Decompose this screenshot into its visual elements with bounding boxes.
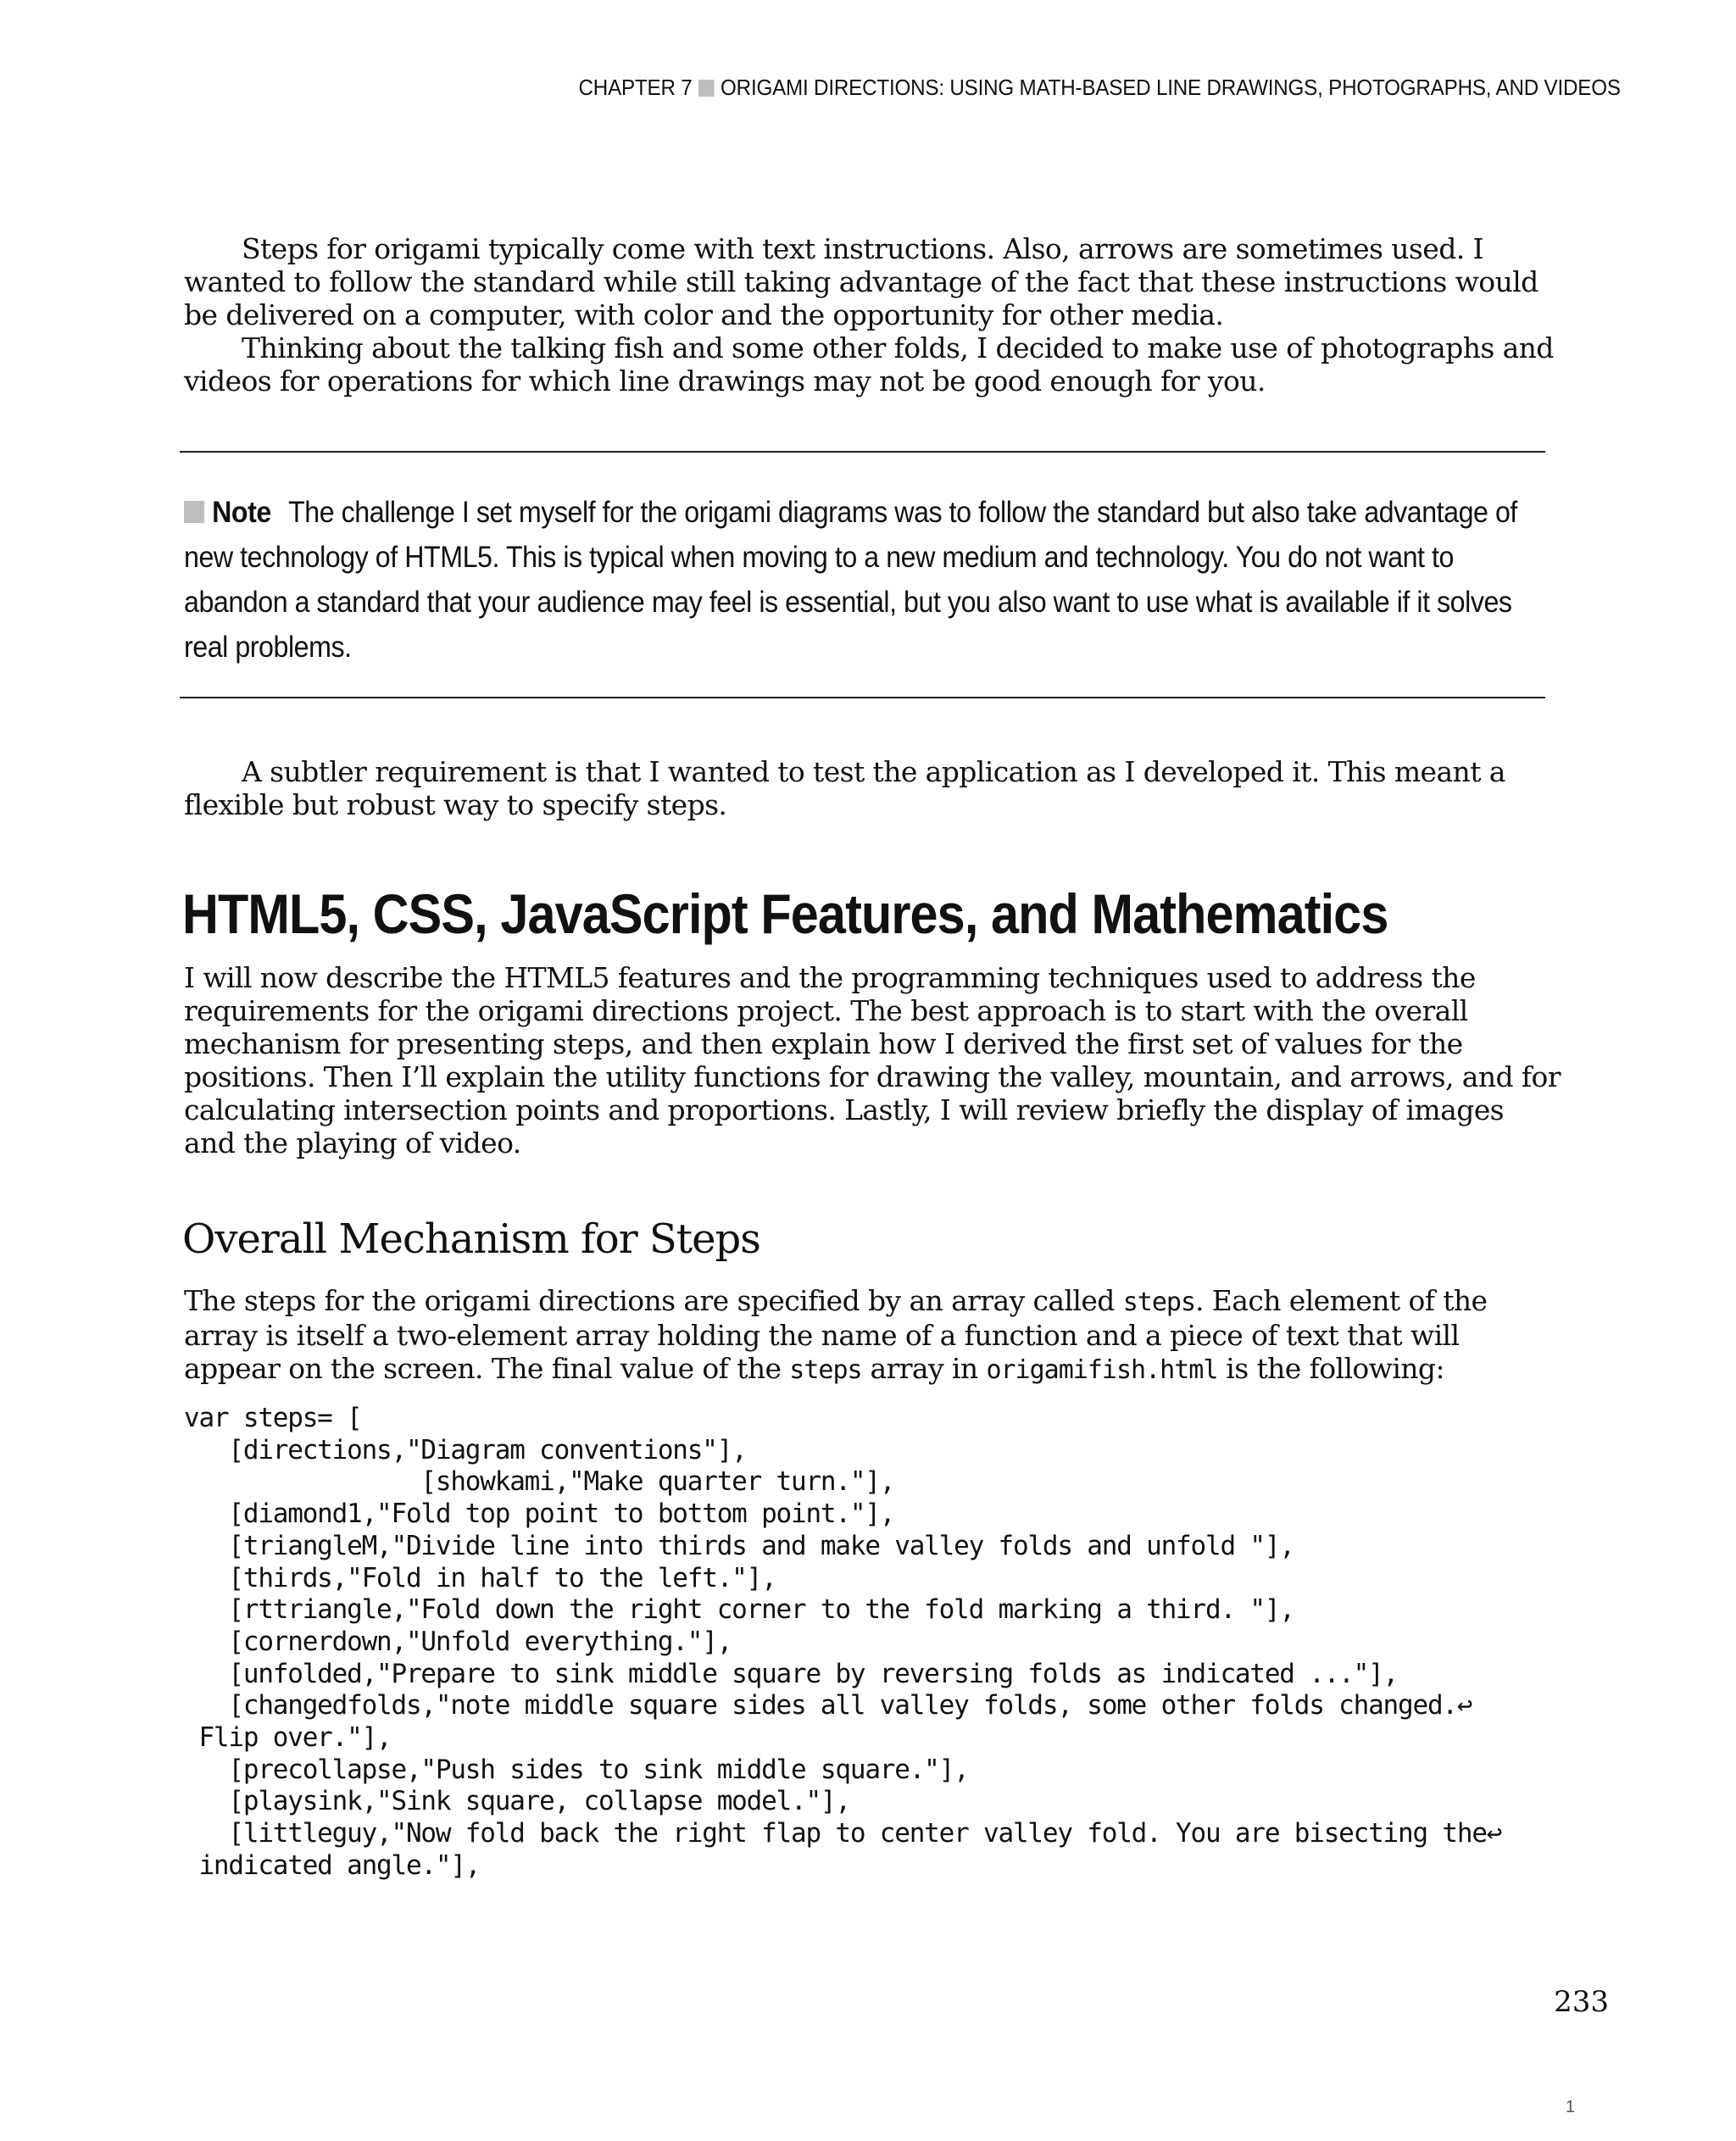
code-line: [triangleM,"Divide line into thirds and make valley folds and unfold "], (184, 1530, 1294, 1561)
subsection-heading: Overall Mechanism for Steps (182, 1215, 760, 1263)
subsection-text-1: The steps for the origami directions are specified by an array called (184, 1284, 1123, 1317)
code-line: [precollapse,"Push sides to sink middle square."], (184, 1754, 969, 1785)
chapter-label: CHAPTER 7 (578, 75, 693, 100)
intro-paragraph-1: Steps for origami typically come with text instructions. Also, arrows are sometimes used. I wanted to follow the standard while still taking advantage of the fact that these instructions would be delivered on a computer, with color and the opportunity for other media. (184, 232, 1538, 331)
section-heading: HTML5, CSS, JavaScript Features, and Mathematics (182, 882, 1388, 945)
code-line: [playsink,"Sink square, collapse model."], (184, 1786, 850, 1817)
note-text: The challenge I set myself for the origami diagrams was to follow the standard but also take advantage of new technology of HTML5. This is typical when moving to a new medium and technology. You do not want to abandon a standard that your audience may feel is essential, but you also want to use what is available if it solves real problems. (184, 496, 1517, 664)
note-bottom-rule (180, 697, 1545, 698)
inline-code-filename: origamifish.html (986, 1355, 1218, 1385)
subsection-text-4: is the following: (1217, 1352, 1444, 1385)
note-top-rule (180, 451, 1545, 453)
subsection-body (184, 1284, 1561, 1387)
code-listing (184, 1403, 1501, 1882)
subsection-text-2: . Each element of the array is itself a two-element array holding the name of a function and a piece of text that will appear on the screen. The final value of the (184, 1284, 1488, 1385)
inline-code-steps-2: steps (789, 1355, 862, 1385)
note-marker-square (184, 501, 204, 523)
code-line: Flip over."], (184, 1722, 392, 1754)
code-line: var steps= [ (184, 1403, 362, 1433)
code-line: [rttriangle,"Fold down the right corner to the fold marking a third. "], (184, 1594, 1294, 1626)
subsection-text-3: array in (861, 1352, 987, 1385)
code-line: [cornerdown,"Unfold everything."], (184, 1626, 732, 1657)
footer-number: 1 (1565, 2098, 1575, 2116)
inline-code-steps: steps (1122, 1287, 1196, 1317)
header-separator-square (698, 80, 715, 97)
note-label: Note (212, 496, 271, 529)
after-note-paragraph: A subtler requirement is that I wanted to test the application as I developed it. This meant a flexible but robust way to specify steps. (184, 755, 1505, 821)
after-note-paragraph-wrap (184, 755, 1561, 821)
page-number: 233 (1554, 1985, 1609, 2019)
code-line: [diamond1,"Fold top point to bottom point."], (184, 1499, 895, 1530)
code-line: [thirds,"Fold in half to the left."], (184, 1562, 776, 1593)
intro-paragraphs (184, 232, 1561, 398)
intro-paragraph-2: Thinking about the talking fish and some other folds, I decided to make use of photographs and videos for operations for which line drawings may not be good enough for you. (184, 331, 1554, 398)
code-line: [changedfolds,"note middle square sides all valley folds, some other folds changed.↩ (184, 1690, 1472, 1721)
code-line: [showkami,"Make quarter turn."], (184, 1466, 895, 1498)
running-header (579, 75, 1621, 101)
section-body: I will now describe the HTML5 features and the programming techniques used to address the requirements for the origami directions project. The best approach is to start with the overall mechanism for presenting steps, and then explain how I derived the first set of values for the positions. Then I’ll explain the utility functions for drawing the valley, mountain, and arrows, and for calculating intersection points and proportions. Lastly, I will review briefly the display of images and the playing of video. (184, 961, 1561, 1159)
note-box (184, 490, 1556, 670)
code-line: [unfolded,"Prepare to sink middle square by reversing folds as indicated ..."], (184, 1658, 1399, 1689)
subsection-body-wrap (184, 1284, 1561, 1387)
code-line: indicated angle."], (184, 1849, 481, 1881)
section-body-wrap (184, 961, 1561, 1159)
chapter-title: ORIGAMI DIRECTIONS: USING MATH-BASED LINE DRAWINGS, PHOTOGRAPHS, AND VIDEOS (721, 75, 1621, 100)
code-line: [directions,"Diagram conventions"], (184, 1434, 747, 1465)
code-line: [littleguy,"Now fold back the right flap to center valley fold. You are bisecting the↩ (184, 1818, 1502, 1849)
